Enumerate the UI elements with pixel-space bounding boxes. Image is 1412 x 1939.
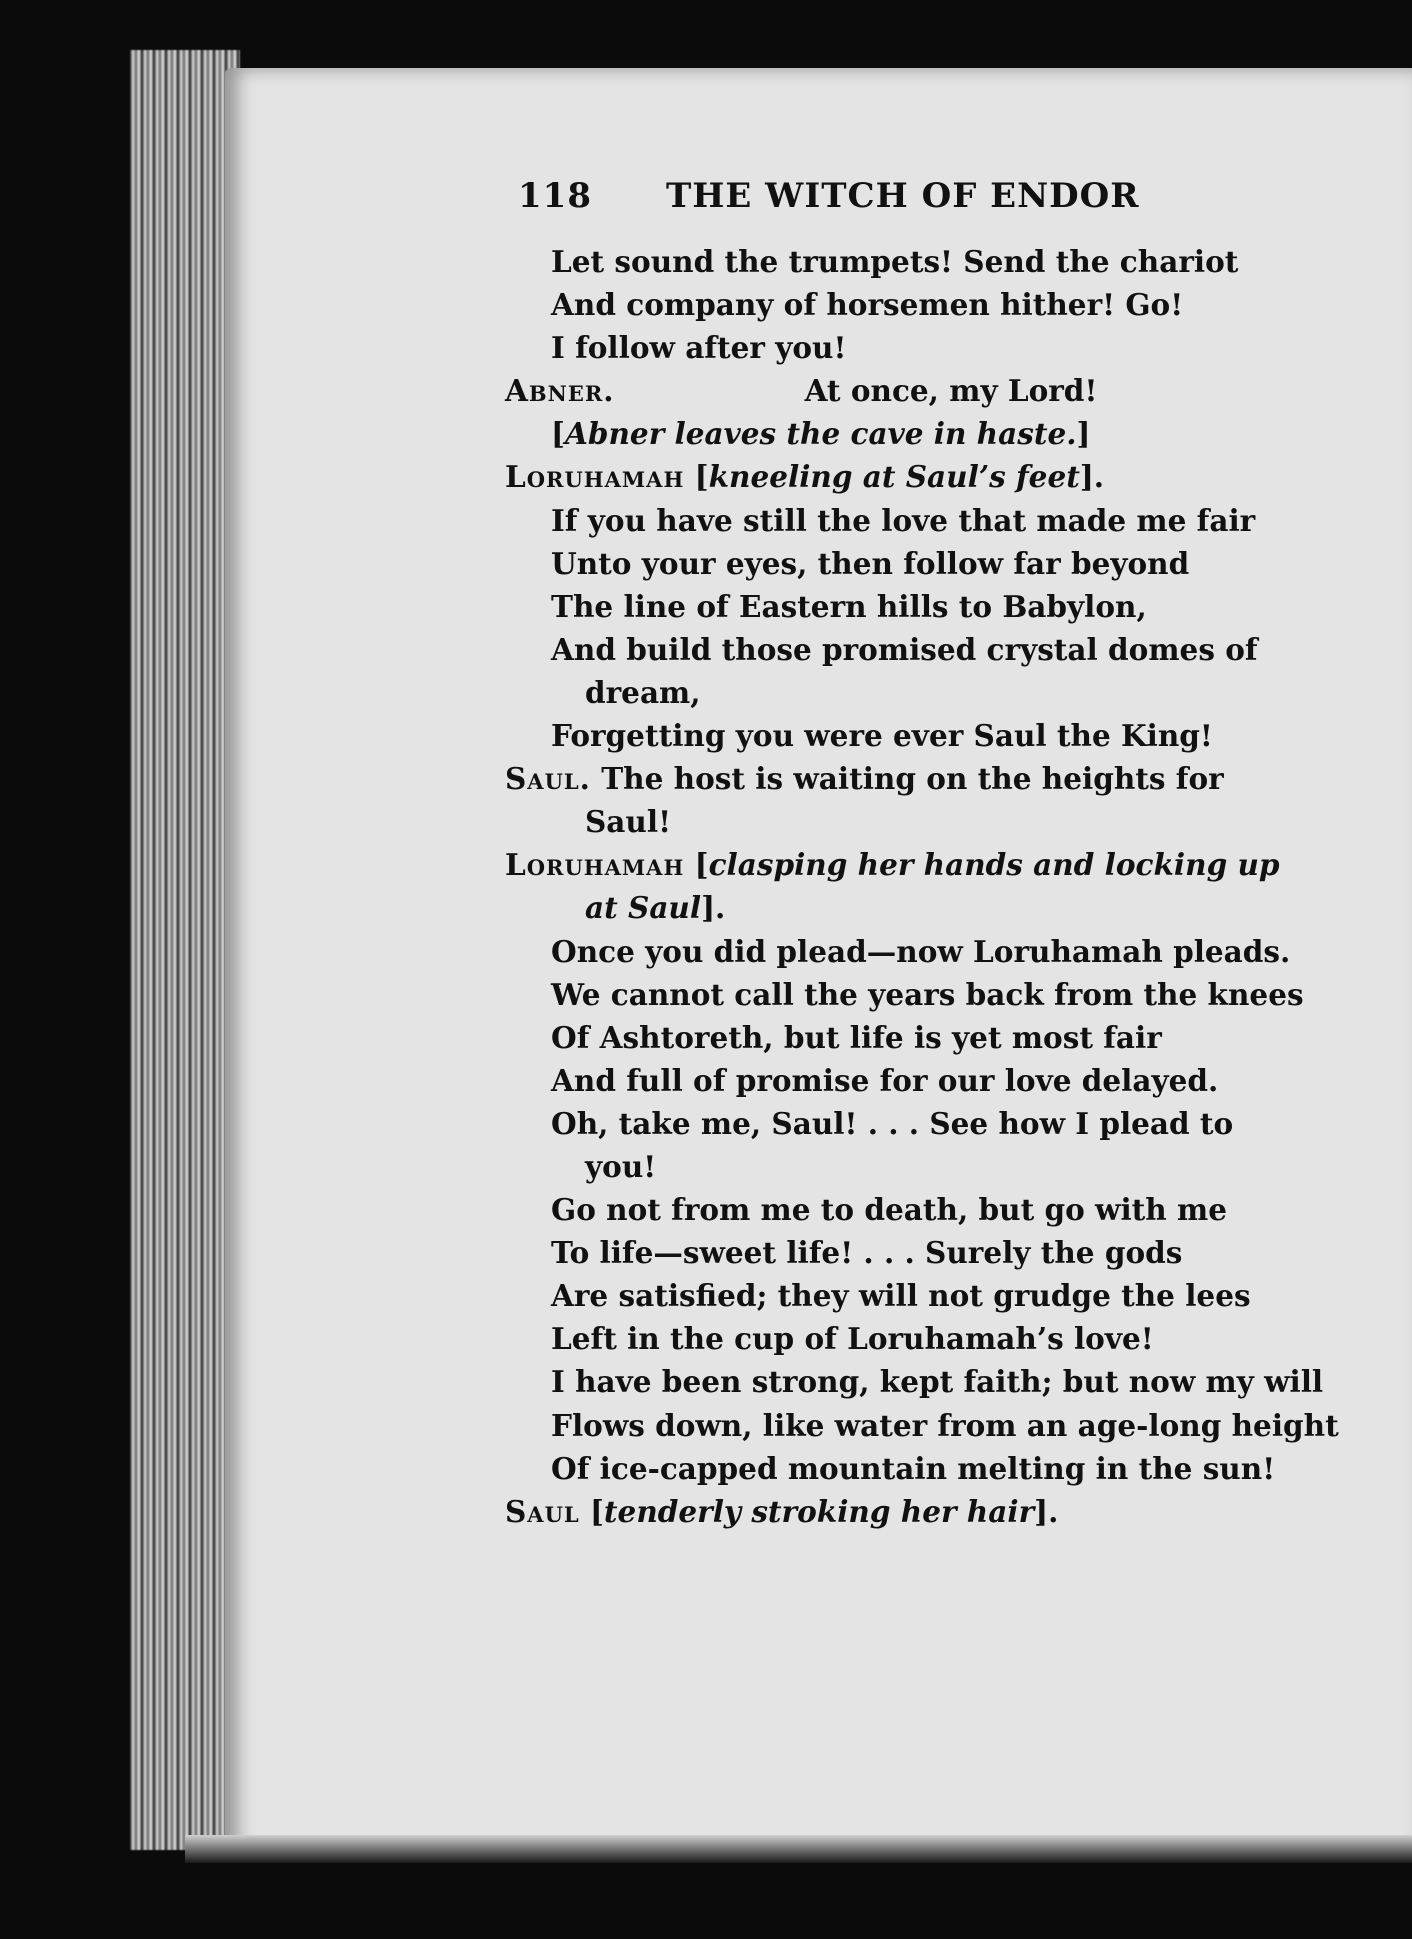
stage-direction: at Saul]. [585,890,726,926]
verse-line: you! [585,1148,657,1184]
running-head [518,176,1218,216]
verse-line: Of ice-capped mountain melting in the sun! [551,1450,1276,1486]
verse-line: Go not from me to death, but go with me [551,1192,1227,1228]
verse-line: Saul! [585,804,672,840]
verse-line: And full of promise for our love delayed. [551,1062,1219,1098]
verse-line: We cannot call the years back from the knees [551,976,1304,1012]
speaker-line-saul: Saul [tenderly stroking her hair]. [505,1493,1059,1529]
verse-line: Of Ashtoreth, but life is yet most fair [551,1019,1162,1055]
speaker-line-loruhamah: Loruhamah [clasping her hands and locking up [505,847,1280,883]
verse-line: To life—sweet life! . . . Surely the gods [551,1235,1183,1271]
page-bottom-edge [185,1835,1412,1863]
verse-line: And company of horsemen hither! Go! [551,287,1184,323]
stage-direction-text: tenderly stroking her hair [603,1493,1035,1529]
stage-direction-text: clasping her hands and locking up [708,847,1280,883]
verse-line: I have been strong, kept faith; but now my will [551,1364,1324,1400]
speaker-line-loruhamah: Loruhamah [kneeling at Saul’s feet]. [505,459,1105,495]
verse-line: Flows down, like water from an age-long height [551,1407,1339,1443]
speaker-name: Saul [505,1493,580,1529]
speaker-line-saul [505,757,1265,800]
verse-line: If you have still the love that made me fair [551,502,1256,538]
verse-line: Unto your eyes, then follow far beyond [551,545,1190,581]
verse-line: Once you did plead—now Loruhamah pleads. [551,933,1291,969]
stage-direction-text: kneeling at Saul’s feet [708,459,1080,495]
speaker-name: Saul. [505,761,591,797]
speaker-name: Loruhamah [505,847,685,883]
verse-line: And build those promised crystal domes of [551,631,1258,667]
verse-line: dream, [585,674,701,710]
stage-direction-text: Abner leaves the cave in haste. [564,416,1077,452]
verse-line: I follow after you! [551,330,847,366]
verse-line: Are satisfied; they will not grudge the lees [551,1278,1251,1314]
verse-line: Forgetting you were ever Saul the King! [551,718,1213,754]
verse-line: Let sound the trumpets! Send the chariot [551,244,1239,279]
book-spine-edge [130,50,240,1850]
stage-direction-text: at Saul [585,890,702,926]
speaker-line-abner [505,369,1265,412]
verse-line: Left in the cup of Loruhamah’s love! [551,1321,1154,1357]
verse-line: The line of Eastern hills to Babylon, [551,588,1147,624]
speaker-name: Loruhamah [505,459,685,495]
book-title: THE WITCH OF ENDOR [665,176,1140,216]
verse-line: Oh, take me, Saul! . . . See how I plead to [551,1105,1234,1141]
stage-direction: [Abner leaves the cave in haste.] [551,416,1091,452]
speaker-name: Abner. [505,373,615,409]
page-number: 118 [518,176,592,216]
page-text [505,240,1339,1533]
verse-text: The host is waiting on the heights for [601,761,1224,797]
verse-text: At once, my Lord! [804,373,1098,409]
